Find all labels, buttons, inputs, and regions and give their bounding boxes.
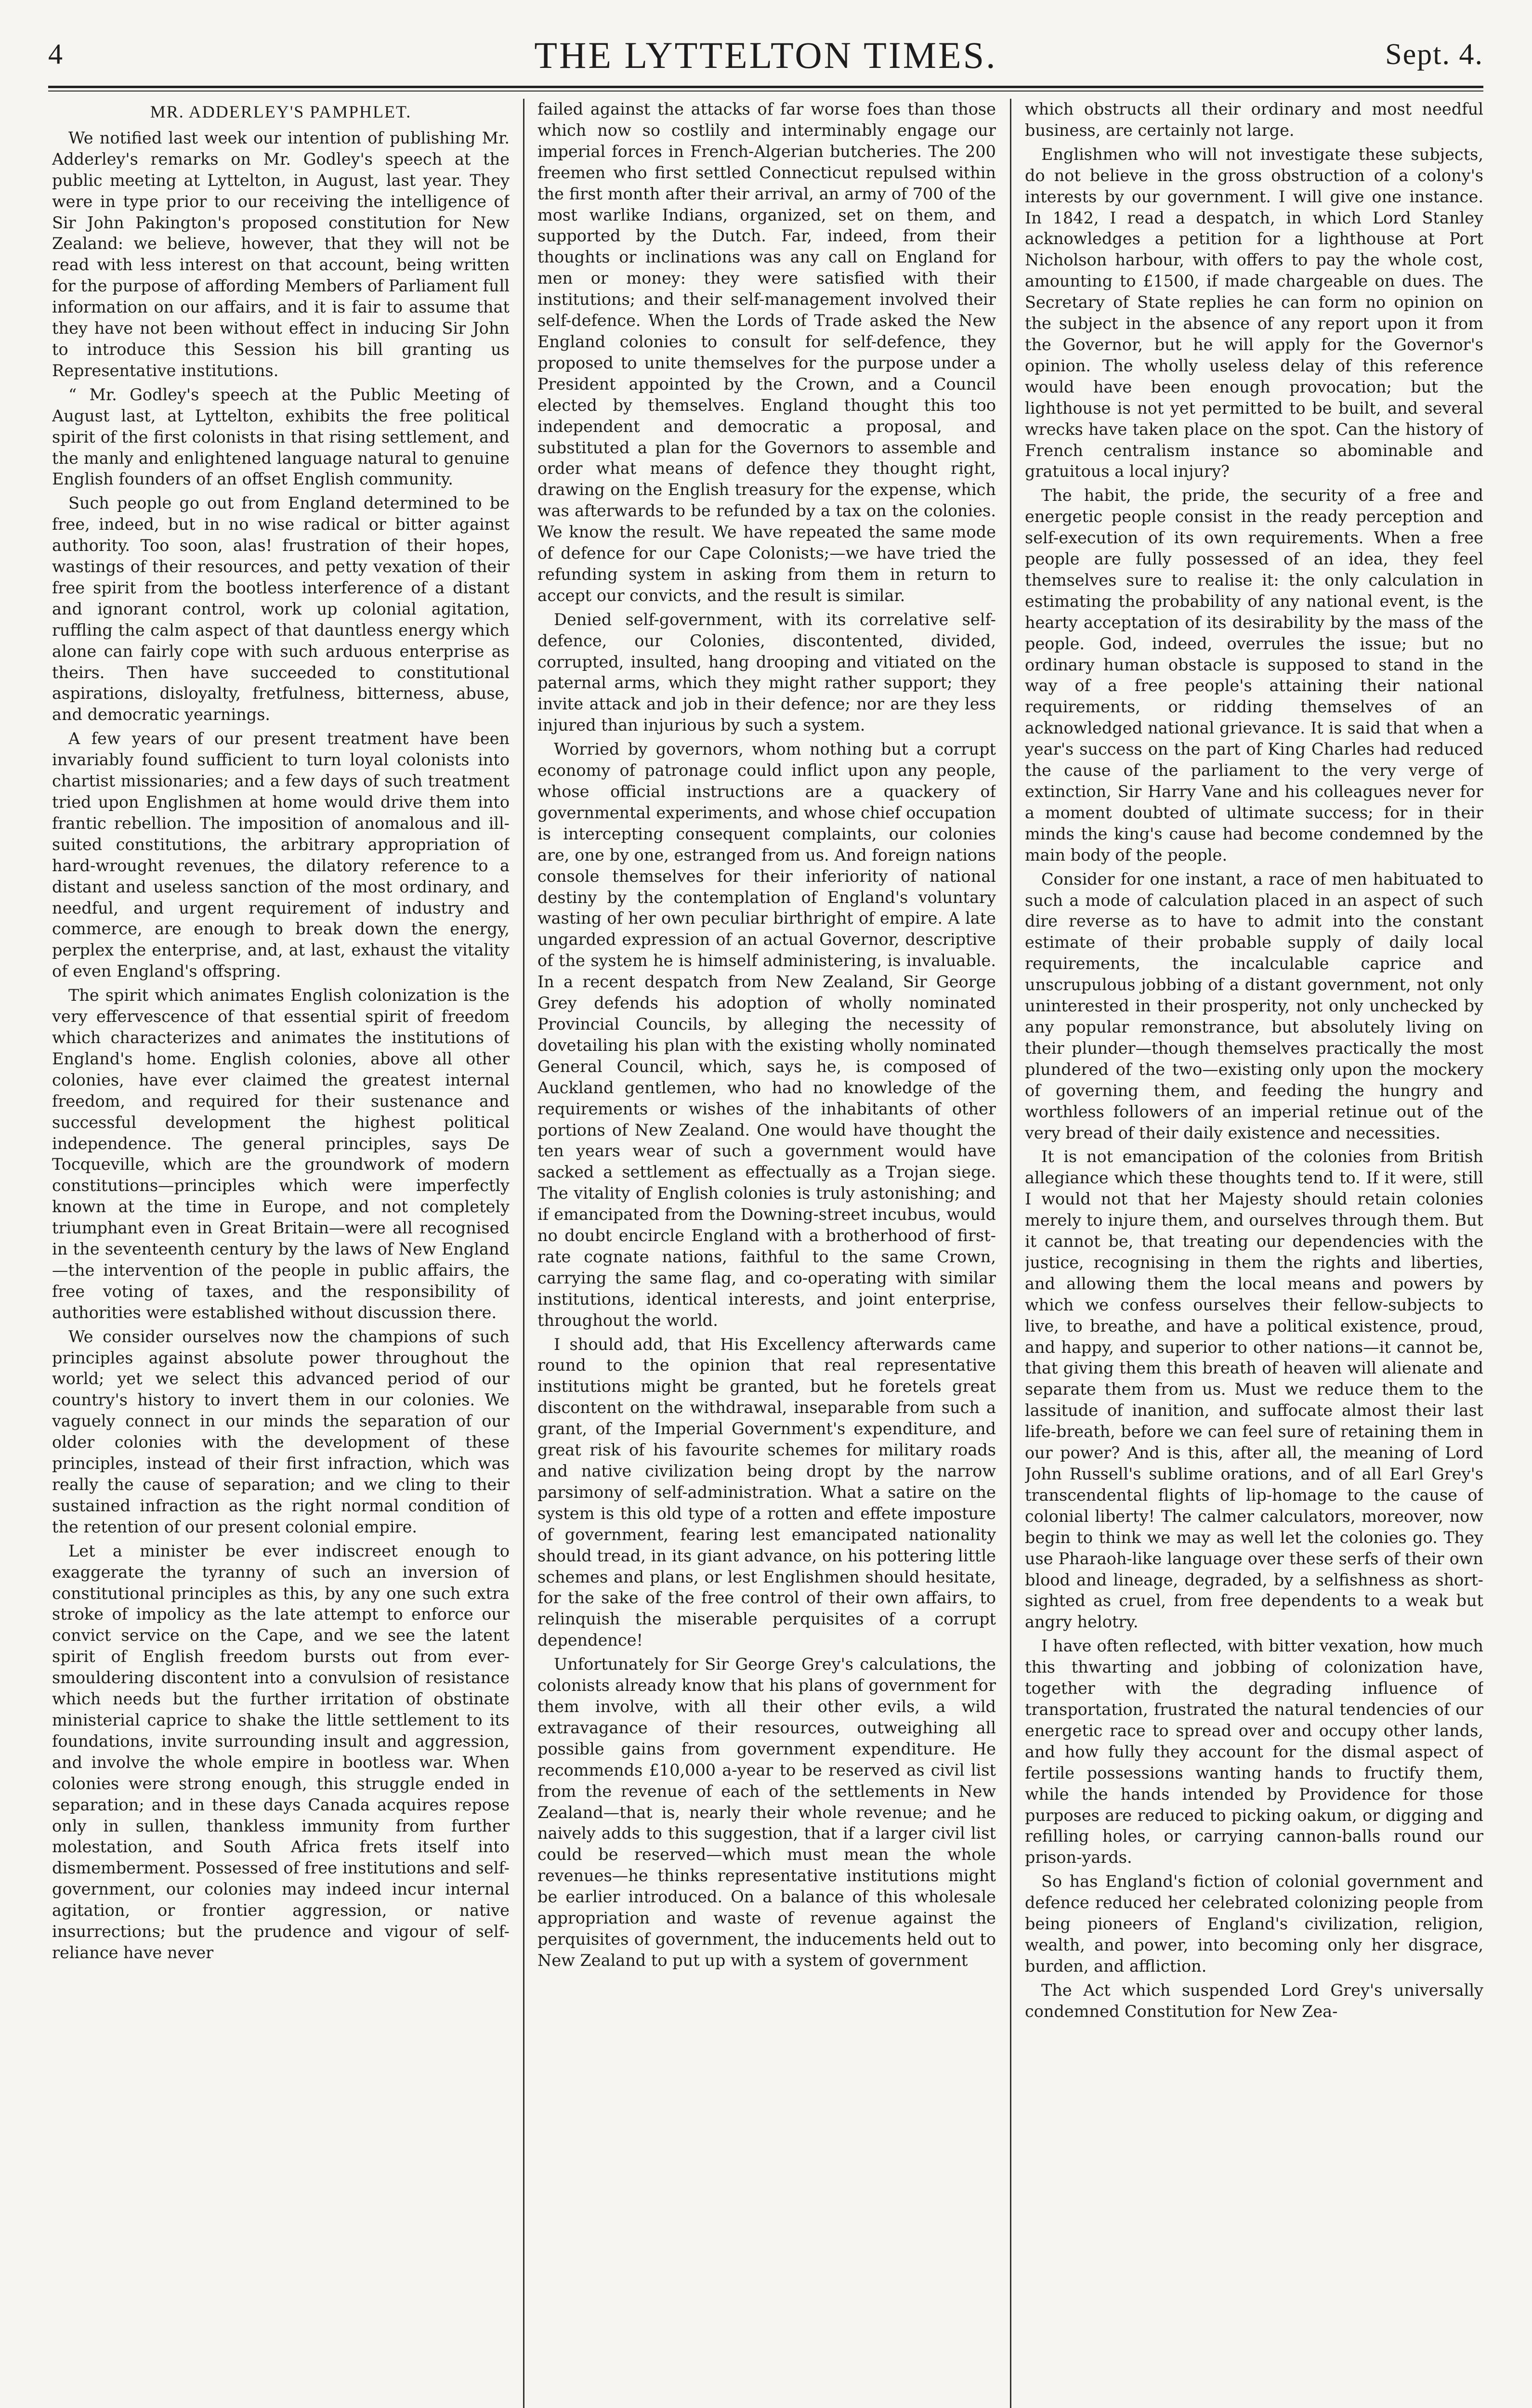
article-paragraph: “ Mr. Godley's speech at the Public Meeting of August last, at Lyttelton, exhibits the free political spirit of the first colonists in that rising settlement, and the manly and enlightened language natural to genuine English founders of an offset English community. <box>52 385 510 489</box>
article-paragraph: It is not emancipation of the colonies from British allegiance which these thoughts tend to. If it were, still I would not that her Majesty should retain colonies merely to injure them, and ourselves through them. But it cannot be, that treating our dependencies with the justice, recognising in them the rights and liberties, and allowing them the local means and powers by which we confess ourselves their fellow-subjects to live, to breathe, and have a political existence, proud, and happy, and superior to other nations—it cannot be, that giving them this breath of heaven will alienate and separate them from us. Must we reduce them to the lassitude of inanition, and suffocate almost their last life-breath, before we can feel sure of retaining them in our power? And is this, after all, the meaning of Lord John Russell's sublime orations, and of all Earl Grey's transcendental flights of lip-homage to the cause of colonial liberty! The calmer calculators, moreover, now begin to think we may as well let the colonies go. They use Pharaoh-like language over these serfs of their own blood and lineage, degraded, by a selfishness as short-sighted as cruel, from free dependents to a weak but angry helotry. <box>1025 1147 1483 1632</box>
masthead-rule <box>48 86 1483 92</box>
issue-date: Sept. 4. <box>1385 38 1483 71</box>
article-paragraph: The Act which suspended Lord Grey's universally condemned Constitution for New Zea- <box>1025 1980 1483 2021</box>
article-paragraph: Worried by governors, whom nothing but a corrupt economy of patronage could inflict upon any people, whose official instructions are a quackery of governmental experiments, and whose chief occupation is intercepting consequent complaints, our colonies are, one by one, estranged from us. And foreign nations console themselves for their inferiority of national destiny by the contemplation of England's voluntary wasting of her own peculiar birthright of empire. A late ungarded expression of an actual Governor, descriptive of the system he is himself administering, is invaluable. In a recent despatch from New Zealand, Sir George Grey defends his adoption of wholly nominated Provincial Councils, by alleging the necessity of dovetailing his plan with the existing wholly nominated General Council, which, says he, is composed of Auckland gentlemen, who had no knowledge of the requirements or wishes of the inhabitants of other portions of New Zealand. One would have thought the ten years wear of such a government would have sacked a settlement as effectually as a Trojan siege. The vitality of English colonies is truly astonishing; and if emancipated from the Downing-street incubus, would no doubt encircle England with a brotherhood of first-rate cognate nations, faithful to the same Crown, carrying the same flag, and co-operating with similar institutions, identical interests, and joint enterprise, throughout the world. <box>537 740 996 1330</box>
article-paragraph: failed against the attacks of far worse foes than those which now so costlily and interminably engage our imperial forces in French-Algerian butcheries. The 200 freemen who first settled Connecticut repulsed within the first month after their arrival, an army of 700 of the most warlike Indians, organized, set on them, and supported by the Dutch. Far, indeed, from their thoughts or inclinations was any call on England for men or money: they were satisfied with their institutions; and their self-management involved their self-defence. When the Lords of Trade asked the New England colonies to consult for self-defence, they proposed to unite themselves for the purpose under a President appointed by the Crown, and a Council elected by themselves. England thought this too independent and democratic a proposal, and substituted a plan for the Governors to assemble and order what means of defence they thought right, drawing on the English treasury for the expense, which was afterwards to be refunded by a tax on the colonies. We know the result. We have repeated the same mode of defence for our Cape Colonists;—we have tried the refunding system in asking from them in return to accept our convicts, and the result is similar. <box>537 100 996 605</box>
article-paragraph: We consider ourselves now the champions of such principles against absolute power throughout the world; yet we select this advanced period of our country's history to invert them in our colonies. We vaguely connect in our minds the separation of our older colonies with the development of these principles, instead of their first infraction, which was really the cause of separation; and we cling to their sustained infraction as the right normal condition of the retention of our present colonial empire. <box>52 1327 510 1536</box>
newspaper-title: THE LYTTELTON TIMES. <box>534 34 997 76</box>
article-paragraph: Denied self-government, with its correlative self-defence, our Colonies, discontented, divided, corrupted, insulted, hang drooping and vitiated on the paternal arms, which they might rather support; they invite attack and job in their defence; nor are they less injured than injurious by such a system. <box>537 610 996 735</box>
article-paragraph: The habit, the pride, the security of a free and energetic people consist in the ready perception and self-execution of its own requirements. When a free people are fully possessed of an idea, they feel themselves sure to realise it: the only calculation in estimating the probability of any national event, is the hearty acceptation of its desirability by the mass of the people. God, indeed, overrules the issue; but no ordinary human obstacle is supposed to stand in the way of a free people's attaining their national requirements, or ridding themselves of an acknowledged national grievance. It is said that when a year's success on the part of King Charles had reduced the cause of the parliament to the very verge of extinction, Sir Harry Vane and his colleagues never for a moment doubted of ultimate success; for in their minds the king's cause had become condemned by the main body of the people. <box>1025 486 1483 864</box>
column-2 <box>537 99 996 2408</box>
article-paragraph: Unfortunately for Sir George Grey's calculations, the colonists already know that his plans of government for them involve, with all their other evils, a wild extravagance of their resources, outweighing all possible gains from government expenditure. He recommends £10,000 a-year to be reserved as civil list from the revenue of each of the settlements in New Zealand—that is, nearly their whole revenue; and he naively adds to this suggestion, that if a larger civil list could be reserved—which must mean the whole revenues—he thinks representative institutions might be earlier introduced. On a balance of this wholesale appropriation and waste of revenue against the perquisites of government, the inducements held out to New Zealand to put up with a system of government <box>537 1655 996 1970</box>
article-paragraph: A few years of our present treatment have been invariably found sufficient to turn loyal colonists into chartist missionaries; and a few days of such treatment tried upon Englishmen at home would drive them into frantic rebellion. The imposition of anomalous and ill-suited constitutions, the arbitrary appropriation of hard-wrought revenues, the dilatory reference to a distant and useless sanction of the most ordinary, and needful, and urgent requirement of industry and commerce, are enough to break down the energy, perplex the enterprise, and, at last, exhaust the vitality of even England's offspring. <box>52 729 510 981</box>
masthead <box>48 29 1483 92</box>
article-paragraph: Consider for one instant, a race of men habituated to such a mode of calculation placed in an aspect of such dire reverse as to have to admit into the constant estimate of their probable supply of daily local requirements, the incalculable caprice and unscrupulous jobbing of a distant government, not only uninterested in their prosperity, not only unchecked by any popular remonstrance, but absolutely living on their plunder—though themselves practically the most plundered of the two—existing only upon the mockery of governing them, and feeding the hungry and worthless followers of an imperial retinue out of the very bread of their daily existence and necessities. <box>1025 869 1483 1142</box>
column-3 <box>1025 99 1483 2408</box>
article-paragraph: I should add, that His Excellency afterwards came round to the opinion that real representative institutions might be granted, but he foretels great discontent on the withdrawal, inseparable from such a grant, of the Imperial Government's expenditure, and great risk of his favourite schemes for military roads and native civilization being dropt by the narrow parsimony of self-administration. What a satire on the system is this old type of a rotten and effete imposture of government, fearing lest emancipated nationality should tread, in its giant advance, on his pottering little schemes and plans, or lest Englishmen should hesitate, for the sake of the free control of their own affairs, to relinquish the miserable perquisites of a corrupt dependence! <box>537 1335 996 1650</box>
article-paragraph: Such people go out from England determined to be free, indeed, but in no wise radical or bitter against authority. Too soon, alas! frustration of their hopes, wastings of their resources, and petty vexation of their free spirit from the bootless interference of a distant and ignorant control, work up colonial agitation, ruffling the calm aspect of that dauntless energy which alone can fairly cope with such arduous enterprise as theirs. Then have succeeded to constitutional aspirations, disloyalty, fretfulness, bitterness, abuse, and democratic yearnings. <box>52 494 510 724</box>
article-paragraph: Let a minister be ever indiscreet enough to exaggerate the tyranny of such an inversion of constitutional principles as this, by any one such extra stroke of impolicy as the late attempt to enforce our convict service on the Cape, and we see the latent spirit of English freedom bursts out from ever-smouldering discontent into a convulsion of resistance which needs but the further irritation of obstinate ministerial caprice to shake the little settlement to its foundations, invite surrounding insult and aggression, and involve the whole empire in bootless war. When colonies were strong enough, this struggle ended in separation; and in these days Canada acquires repose only in sullen, thankless immunity from further molestation, and South Africa frets itself into dismemberment. Possessed of free institutions and self-government, our colonies may indeed incur internal agitation, or frontier aggression, or native insurrections; but the prudence and vigour of self-reliance have never <box>52 1541 510 1962</box>
column-divider <box>523 99 524 2408</box>
article-heading: MR. ADDERLEY'S PAMPHLET. <box>150 102 412 121</box>
article-paragraph: which obstructs all their ordinary and most needful business, are certainly not large. <box>1025 100 1483 140</box>
article-paragraph: Englishmen who will not investigate these subjects, do not believe in the gross obstruction of a colony's interests by our government. I will give one instance. In 1842, I read a despatch, in which Lord Stanley acknowledges a petition for a lighthouse at Port Nicholson harbour, with offers to pay the whole cost, amounting to £1500, if made chargeable on dues. The Secretary of State replies he can form no opinion on the subject in the absence of any report upon it from the Governor, but he will apply for the Governor's opinion. The wholly useless delay of this reference would have been enough provocation; but the lighthouse is not yet permitted to be built, and several wrecks have taken place on the spot. Can the history of French centralism instance so abominable and gratuitous a local injury? <box>1025 144 1483 481</box>
article-paragraph: We notified last week our intention of publishing Mr. Adderley's remarks on Mr. Godley's speech at the public meeting at Lyttelton, in August, last year. They were in type prior to our receiving the intelligence of Sir John Pakington's proposed constitution for New Zealand: we believe, however, that they will not be read with less interest on that account, being written for the purpose of affording Members of Parliament full information on our affairs, and it is fair to assume that they have not been without effect in inducing Sir John to introduce this Session his bill granting us Representative institutions. <box>52 128 510 380</box>
column-divider <box>1010 99 1011 2408</box>
article-paragraph: So has England's fiction of colonial government and defence reduced her celebrated colonizing people from being pioneers of England's civilization, religion, wealth, and power, into becoming only her disgrace, burden, and affliction. <box>1025 1872 1483 1976</box>
article-paragraph: The spirit which animates English colonization is the very effervescence of that essential spirit of freedom which characterizes and animates the institutions of England's home. English colonies, above all other colonies, have ever claimed the greatest internal freedom, and required for their sustenance and successful development the highest political independence. The general principles, says De Tocqueville, which are the groundwork of modern constitutions—principles which were imperfectly known at the time in Europe, and not completely triumphant even in Great Britain—were all recognised in the seventeenth century by the laws of New England—the intervention of the people in public affairs, the free voting of taxes, and the responsibility of authorities were established without discussion there. <box>52 986 510 1322</box>
page-number: 4 <box>48 38 63 70</box>
article-paragraph: I have often reflected, with bitter vexation, how much this thwarting and jobbing of colonization have, together with the degrading influence of transportation, frustrated the natural tendencies of our energetic race to spread over and occupy other lands, and how fully they account for the dismal aspect of fertile possessions wanting hands to fructify them, while the hands intended by Providence for those purposes are reduced to picking oakum, or digging and refilling holes, or carrying cannon-balls round our prison-yards. <box>1025 1636 1483 1867</box>
column-1 <box>52 99 510 2408</box>
